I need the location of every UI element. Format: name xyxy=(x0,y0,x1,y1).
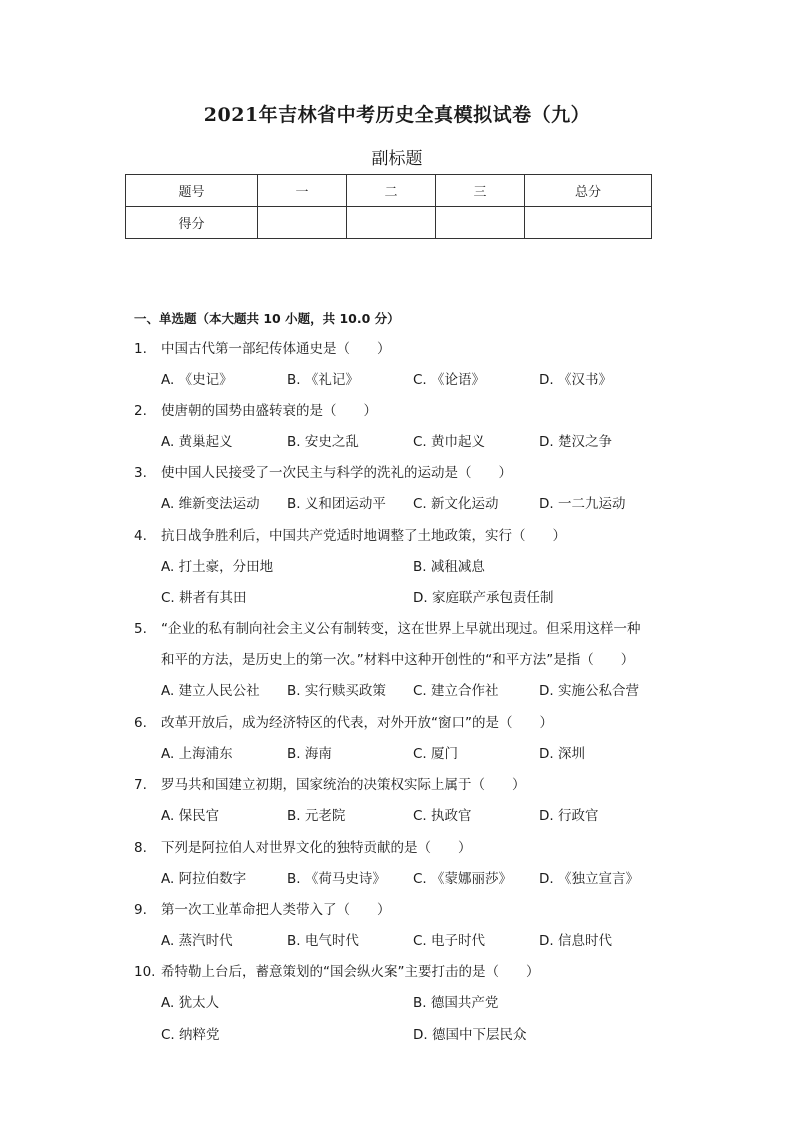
question-text: 罗马共和国建立初期，国家统治的决策权实际上属于（ ） xyxy=(161,777,526,793)
option-d[interactable]: D. 《汉书》 xyxy=(539,372,612,388)
question-9 xyxy=(134,901,391,919)
question-text: 希特勒上台后，蓄意策划的“国会纵火案”主要打击的是（ ） xyxy=(161,964,540,980)
question-7 xyxy=(134,776,526,794)
option-a[interactable]: A. 蒸汽时代 xyxy=(161,933,233,949)
option-a[interactable]: A. 保民官 xyxy=(161,808,220,824)
option-a[interactable]: A. 《史记》 xyxy=(161,372,233,388)
option-c[interactable]: C. 《蒙娜丽莎》 xyxy=(413,871,513,887)
score-header-part3: 三 xyxy=(436,175,525,207)
option-c[interactable]: C. 耕者有其田 xyxy=(161,590,247,606)
option-d[interactable]: D. 一二九运动 xyxy=(539,496,626,512)
option-a[interactable]: A. 上海浦东 xyxy=(161,746,233,762)
option-b[interactable]: B. 电气时代 xyxy=(287,933,359,949)
option-d[interactable]: D. 《独立宣言》 xyxy=(539,871,639,887)
score-header-part2: 二 xyxy=(347,175,436,207)
score-row-label: 得分 xyxy=(126,207,258,239)
score-header-label: 题号 xyxy=(126,175,258,207)
score-table xyxy=(125,174,652,239)
question-text: 改革开放后，成为经济特区的代表，对外开放“窗口”的是（ ） xyxy=(161,715,553,731)
question-text: “企业的私有制向社会主义公有制转变，这在世界上早就出现过。但采用这样一种 xyxy=(161,621,641,637)
question-text: 中国古代第一部纪传体通史是（ ） xyxy=(161,341,391,357)
question-text: 抗日战争胜利后，中国共产党适时地调整了土地政策，实行（ ） xyxy=(161,528,566,544)
option-c[interactable]: C. 《论语》 xyxy=(413,372,486,388)
question-10 xyxy=(134,963,540,981)
section-heading: 一、单选题（本大题共 10 小题，共 10.0 分） xyxy=(134,311,400,326)
option-a[interactable]: A. 打土豪，分田地 xyxy=(161,559,274,575)
option-a[interactable]: A. 阿拉伯数字 xyxy=(161,871,247,887)
option-c[interactable]: C. 执政官 xyxy=(413,808,472,824)
option-b[interactable]: B. 安史之乱 xyxy=(287,434,359,450)
question-text: 使唐朝的国势由盛转衰的是（ ） xyxy=(161,403,377,419)
question-text: 第一次工业革命把人类带入了（ ） xyxy=(161,902,391,918)
question-number: 4. xyxy=(134,528,147,544)
question-3 xyxy=(134,464,512,482)
question-number: 9. xyxy=(134,902,147,918)
question-number: 1. xyxy=(134,341,147,357)
option-b[interactable]: B. 海南 xyxy=(287,746,332,762)
option-d[interactable]: D. 德国中下层民众 xyxy=(413,1027,527,1043)
option-d[interactable]: D. 信息时代 xyxy=(539,933,612,949)
option-b[interactable]: B. 《荷马史诗》 xyxy=(287,871,386,887)
option-c[interactable]: C. 纳粹党 xyxy=(161,1027,220,1043)
question-number: 2. xyxy=(134,403,147,419)
question-text: 下列是阿拉伯人对世界文化的独特贡献的是（ ） xyxy=(161,840,472,856)
question-5 xyxy=(134,620,641,638)
option-b[interactable]: B. 减租减息 xyxy=(413,559,485,575)
score-table-header-row xyxy=(126,175,652,207)
score-cell-total[interactable] xyxy=(525,207,652,239)
score-header-part1: 一 xyxy=(258,175,347,207)
option-d[interactable]: D. 实施公私合营 xyxy=(539,683,639,699)
option-b[interactable]: B. 《礼记》 xyxy=(287,372,359,388)
option-c[interactable]: C. 黄巾起义 xyxy=(413,434,486,450)
score-table-score-row xyxy=(126,207,652,239)
option-a[interactable]: A. 黄巢起义 xyxy=(161,434,233,450)
option-a[interactable]: A. 维新变法运动 xyxy=(161,496,260,512)
option-c[interactable]: C. 厦门 xyxy=(413,746,459,762)
question-number: 6. xyxy=(134,715,147,731)
option-d[interactable]: D. 行政官 xyxy=(539,808,599,824)
question-text: 使中国人民接受了一次民主与科学的洗礼的运动是（ ） xyxy=(161,465,512,481)
score-cell-part1[interactable] xyxy=(258,207,347,239)
option-c[interactable]: C. 建立合作社 xyxy=(413,683,499,699)
score-cell-part3[interactable] xyxy=(436,207,525,239)
question-number: 10. xyxy=(134,964,156,980)
option-a[interactable]: A. 犹太人 xyxy=(161,995,220,1011)
option-b[interactable]: B. 德国共产党 xyxy=(413,995,499,1011)
option-b[interactable]: B. 实行赎买政策 xyxy=(287,683,386,699)
option-a[interactable]: A. 建立人民公社 xyxy=(161,683,260,699)
question-6 xyxy=(134,714,553,732)
question-4 xyxy=(134,527,566,545)
question-number: 8. xyxy=(134,840,147,856)
option-d[interactable]: D. 家庭联产承包责任制 xyxy=(413,590,554,606)
question-2 xyxy=(134,402,377,420)
question-8 xyxy=(134,839,472,857)
question-5-continued: 和平的方法，是历史上的第一次。”材料中这种开创性的“和平方法”是指（ ） xyxy=(161,652,635,668)
option-d[interactable]: D. 楚汉之争 xyxy=(539,434,612,450)
question-1 xyxy=(134,340,391,358)
option-d[interactable]: D. 深圳 xyxy=(539,746,585,762)
question-number: 7. xyxy=(134,777,147,793)
exam-subtitle: 副标题 xyxy=(371,149,423,169)
score-header-total: 总分 xyxy=(525,175,652,207)
exam-title: 2021年吉林省中考历史全真模拟试卷（九） xyxy=(203,104,591,126)
question-number: 3. xyxy=(134,465,147,481)
option-b[interactable]: B. 义和团运动平 xyxy=(287,496,386,512)
option-b[interactable]: B. 元老院 xyxy=(287,808,346,824)
score-cell-part2[interactable] xyxy=(347,207,436,239)
option-c[interactable]: C. 新文化运动 xyxy=(413,496,499,512)
question-number: 5. xyxy=(134,621,147,637)
option-c[interactable]: C. 电子时代 xyxy=(413,933,486,949)
